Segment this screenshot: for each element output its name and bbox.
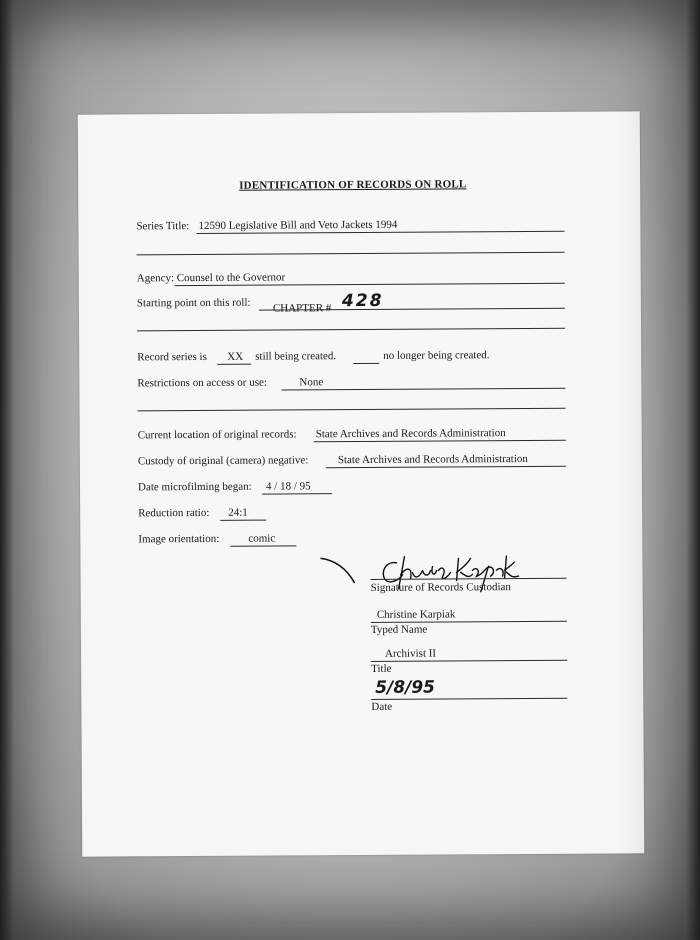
date-began-label: Date microfilming began: <box>137 480 252 494</box>
chapter-number-handwritten: 428 <box>341 290 384 312</box>
date-began-field: 4 / 18 / 95 <box>262 480 332 494</box>
current-location-field: State Archives and Records Administration <box>314 427 566 443</box>
agency-label: Agency: <box>136 272 175 285</box>
records-form-page <box>78 111 645 856</box>
custody-label: Custody of original (camera) negative: <box>137 454 309 468</box>
reduction-ratio-field: 24:1 <box>220 507 266 521</box>
film-right-edge <box>686 0 700 940</box>
title-label: Title <box>371 662 392 675</box>
still-being-created-checkbox: XX <box>217 351 251 365</box>
record-series-label: Record series is <box>137 350 207 364</box>
signature-label: Signature of Records Custodian <box>370 581 511 594</box>
title-value: Archivist II <box>385 647 437 660</box>
custody-field: State Archives and Records Administration <box>326 453 566 468</box>
series-title-field: 12590 Legislative Bill and Veto Jackets 1994 <box>196 218 564 234</box>
image-orientation-label: Image orientation: <box>138 532 220 546</box>
series-title-label: Series Title: <box>136 220 190 233</box>
restrictions-label: Restrictions on access or use: <box>137 376 267 390</box>
date-label: Date <box>371 700 393 713</box>
agency-field: Counsel to the Governor <box>175 270 565 286</box>
typed-name-label: Typed Name <box>370 623 428 636</box>
starting-point-field: CHAPTER # 428 <box>259 295 565 311</box>
reduction-ratio-label: Reduction ratio: <box>138 506 210 520</box>
form-heading: IDENTIFICATION OF RECORDS ON ROLL <box>239 178 467 192</box>
starting-point-label: Starting point on this roll: <box>136 296 251 310</box>
typed-name-value: Christine Karpiak <box>376 608 456 621</box>
restrictions-field: None <box>281 375 565 391</box>
still-being-created-text: still being created. <box>255 350 337 363</box>
pen-stroke-mark <box>78 111 645 856</box>
date-handwritten: 5/8/95 <box>375 677 436 698</box>
current-location-label: Current location of original records: <box>137 428 297 442</box>
image-orientation-field: comic <box>230 532 296 546</box>
no-longer-created-text: no longer being created. <box>383 349 490 362</box>
film-left-edge <box>0 0 14 940</box>
